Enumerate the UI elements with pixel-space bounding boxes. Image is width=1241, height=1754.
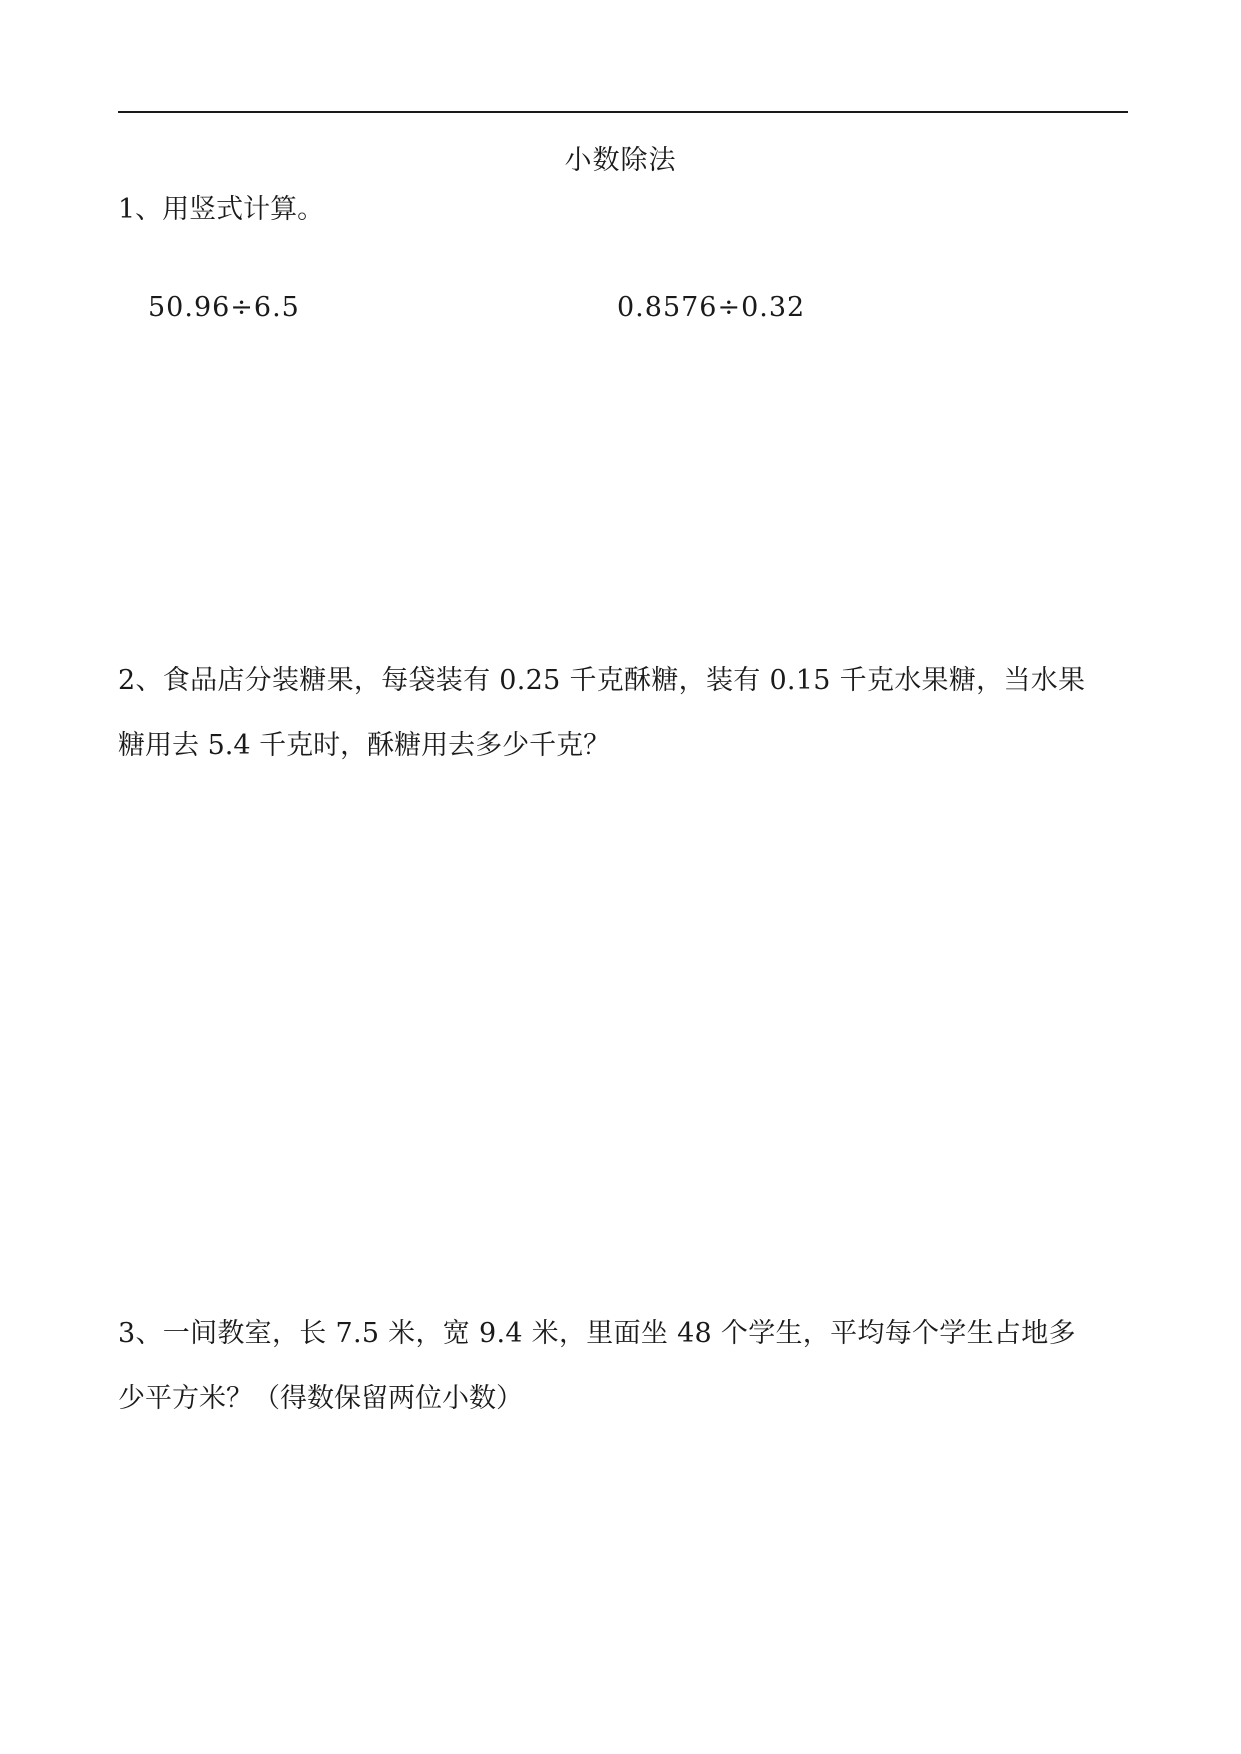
header-rule — [118, 111, 1128, 113]
question-1-expression-2: 0.8576÷0.32 — [617, 292, 806, 323]
question-3-line-1: 3、一间教室，长 7.5 米，宽 9.4 米，里面坐 48 个学生，平均每个学生占地多 — [118, 1318, 1076, 1349]
question-2-line-1: 2、食品店分装糖果，每袋装有 0.25 千克酥糖，装有 0.15 千克水果糖，当水果 — [118, 665, 1086, 696]
page-title: 小数除法 — [564, 145, 677, 176]
question-1-expression-1: 50.96÷6.5 — [148, 292, 300, 323]
question-2-line-2: 糖用去 5.4 千克时，酥糖用去多少千克？ — [118, 730, 611, 761]
question-3-line-2: 少平方米？（得数保留两位小数） — [118, 1383, 523, 1414]
question-1-heading: 1、用竖式计算。 — [118, 194, 325, 225]
